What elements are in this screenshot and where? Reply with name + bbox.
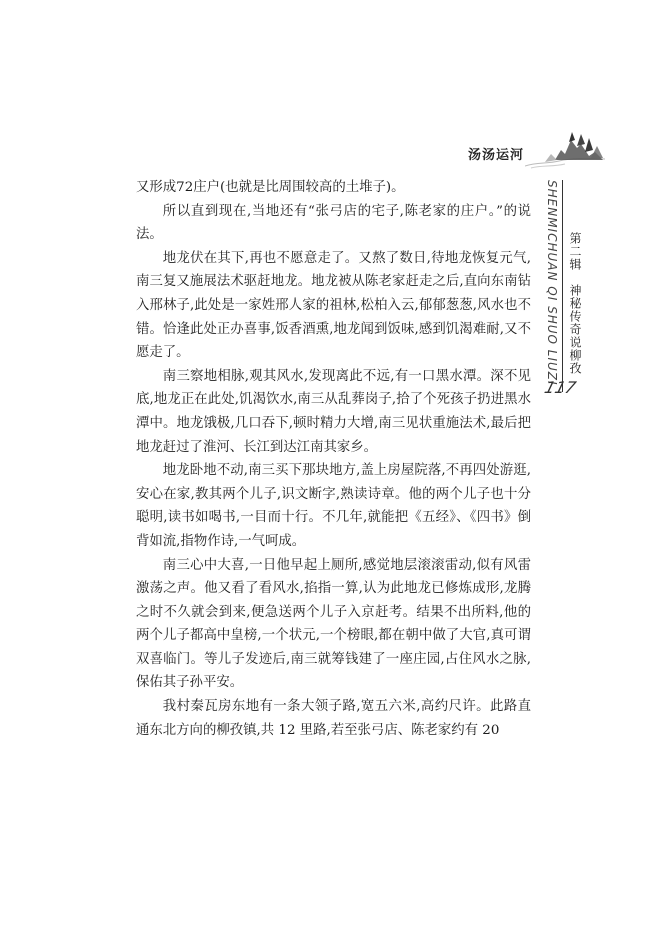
page-number: 117 <box>542 378 579 397</box>
section-pinyin: SHENMICHUAN QI SHUO LIUZI <box>545 180 559 386</box>
ink-landscape-icon <box>525 128 605 172</box>
running-header <box>455 128 605 172</box>
paragraph: 又形成72庄户(也就是比周围较高的土堆子)。 <box>136 180 405 195</box>
chapter-number: 第二辑 <box>568 232 582 271</box>
chapter-label <box>567 232 584 375</box>
book-title: 汤汤运河 <box>468 148 525 163</box>
body-text <box>136 176 531 742</box>
paragraph: 地龙卧地不动,南三买下那块地方,盖上房屋院落,不再四处游逛,安心在家,教其两个儿子,识文断字,熟读诗章。他的两个儿子也十分聪明,读书如喝书,一目而十行。不几年,就能把《五经》、《四书》倒背如流,指物作诗,一气呵成。 <box>136 463 531 549</box>
paragraph: 地龙伏在其下,再也不愿意走了。又熬了数日,待地龙恢复元气,南三复又施展法术驱赶地龙。地龙被从陈老家赶走之后,直向东南钻入邢林子,此处是一家姓邢人家的祖林,松柏入云,郁郁葱葱,风水也不错。恰逢此处正办喜事,饭香酒熏,地龙闻到饭味,感到饥渴难耐,又不愿走了。 <box>136 250 531 361</box>
chapter-title: 神秘传奇说柳孜 <box>568 284 582 375</box>
paragraph: 南三察地相脉,观其风水,发现离此不远,有一口黑水潭。深不见底,地龙正在此处,饥渴饮水,南三从乱葬岗子,拾了个死孩子扔进黑水潭中。地龙饿极,几口吞下,顿时精力大增,南三见状重施法术,最后把地龙赶过了淮河、长江到达江南其家乡。 <box>136 368 531 455</box>
paragraph: 所以直到现在,当地还有“张弓店的宅子,陈老家的庄户。”的说法。 <box>136 203 531 243</box>
side-divider <box>562 180 563 392</box>
paragraph: 我村秦瓦房东地有一条大领子路,宽五六米,高约尺许。此路直通东北方向的柳孜镇,共 12 里路,若至张弓店、陈老家约有 20 <box>136 699 531 738</box>
paragraph: 南三心中大喜,一日他早起上厕所,感觉地层滚滚雷动,似有风雷激荡之声。他又看了看风水,掐指一算,认为此地龙已修炼成形,龙腾之时不久就会到来,便急送两个儿子入京赶考。结果不出所料,他的两个儿子都高中皇榜,一个状元,一个榜眼,都在朝中做了大官,真可谓双喜临门。等儿子发迹后,南三就筹钱建了一座庄园,占住风水之脉,保佑其子孙平安。 <box>136 557 531 691</box>
